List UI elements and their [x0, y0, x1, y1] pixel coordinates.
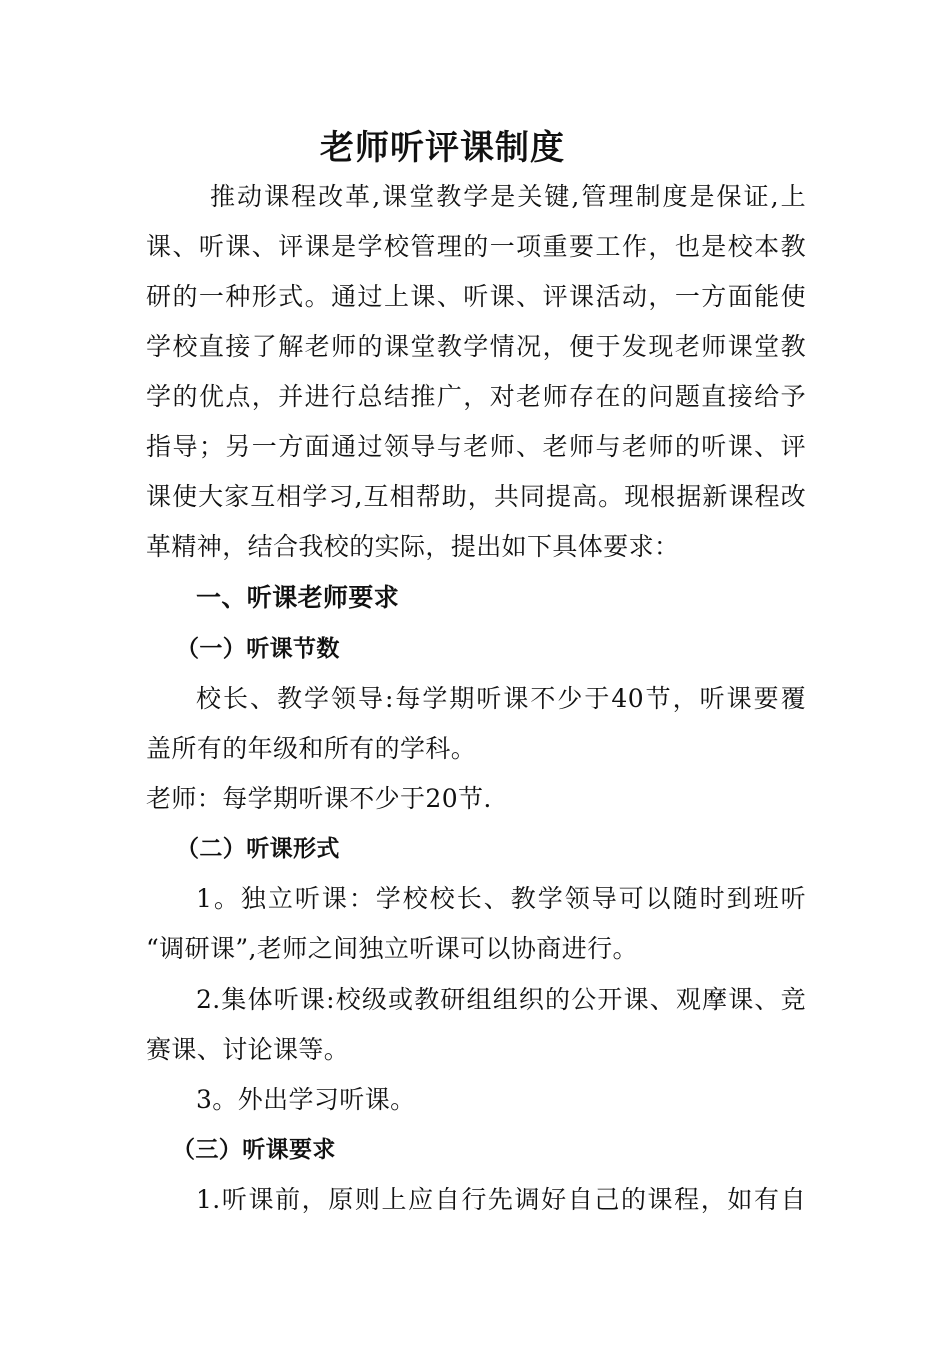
body-line: 赛课、讨论课等。	[146, 1035, 350, 1064]
subsection-heading: （一）听课节数	[176, 635, 340, 662]
intro-line: 研的一种形式。通过上课、听课、评课活动，一方面能使	[146, 282, 806, 311]
body-line: 1.听课前，原则上应自行先调好自己的课程，如有自	[196, 1185, 806, 1214]
body-line: 2.集体听课:校级或教研组组织的公开课、观摩课、竞	[196, 985, 806, 1014]
intro-line: 革精神，结合我校的实际，提出如下具体要求：	[146, 532, 680, 561]
body-line: “调研课”,老师之间独立听课可以协商进行。	[146, 934, 638, 963]
intro-line: 课、听课、评课是学校管理的一项重要工作，也是校本教	[146, 232, 806, 261]
intro-line: 课使大家互相学习,互相帮助，共同提高。现根据新课程改	[146, 482, 806, 511]
subsection-heading: （三）听课要求	[172, 1136, 336, 1163]
section-heading: 一、听课老师要求	[196, 583, 400, 612]
body-line: 盖所有的年级和所有的学科。	[146, 734, 477, 763]
intro-line: 指导；另一方面通过领导与老师、老师与老师的听课、评	[146, 432, 806, 461]
document-title: 老师听评课制度	[320, 128, 565, 168]
body-line: 老师：每学期听课不少于20节.	[146, 784, 492, 813]
intro-line: 学校直接了解老师的课堂教学情况，便于发现老师课堂教	[146, 332, 806, 361]
body-line: 3。外出学习听课。	[196, 1085, 416, 1114]
intro-line: 学的优点，并进行总结推广，对老师存在的问题直接给予	[146, 382, 806, 411]
subsection-heading: （二）听课形式	[176, 835, 340, 862]
intro-line: 推动课程改革,课堂教学是关键,管理制度是保证,上	[210, 182, 806, 211]
body-line: 校长、教学领导:每学期听课不少于40节，听课要覆	[196, 684, 806, 713]
body-line: 1。独立听课：学校校长、教学领导可以随时到班听	[196, 884, 806, 913]
